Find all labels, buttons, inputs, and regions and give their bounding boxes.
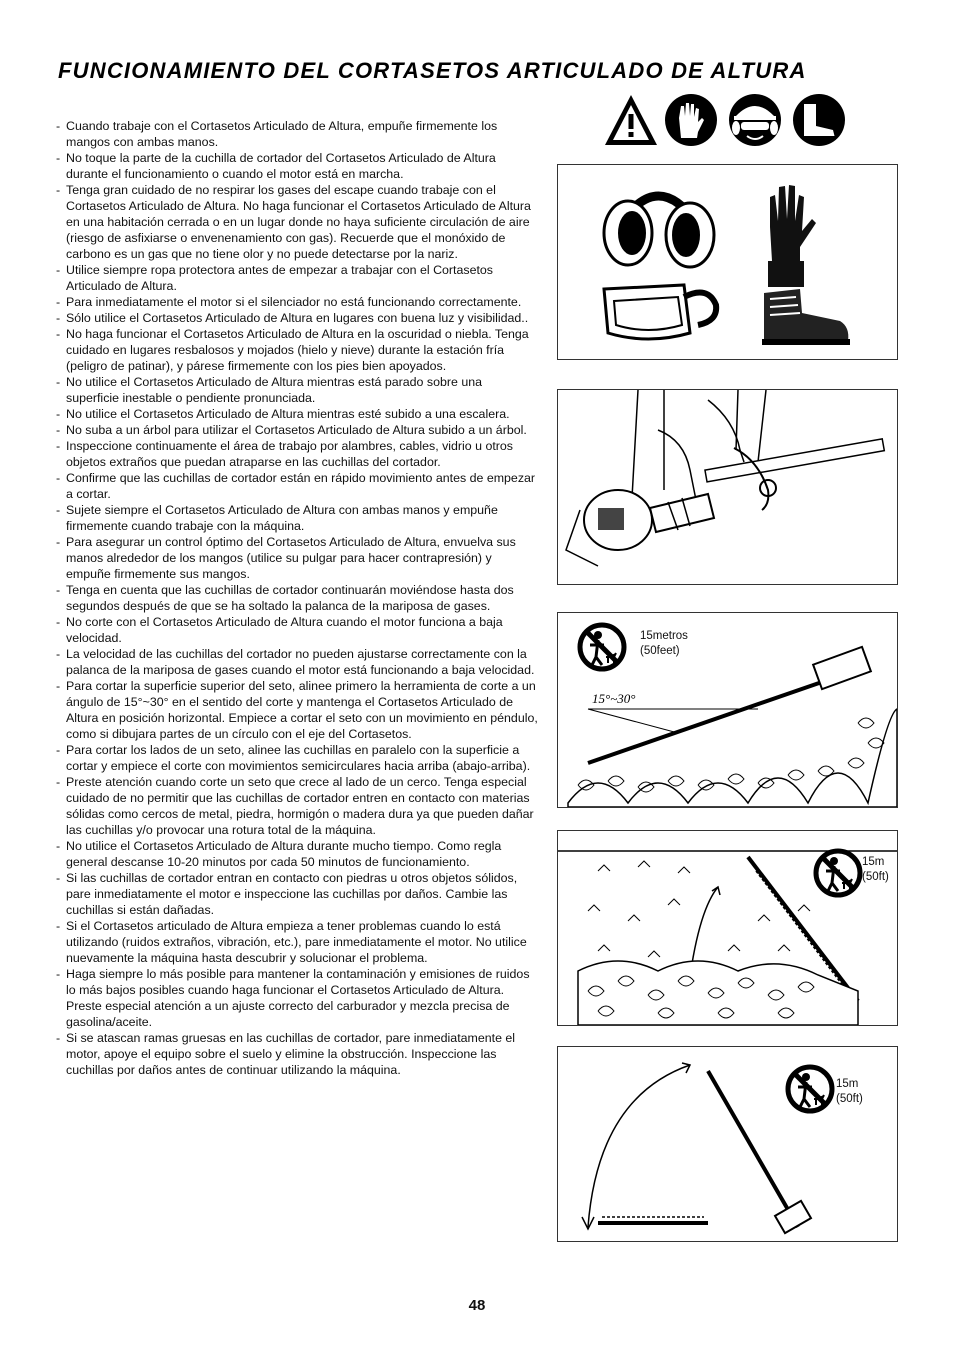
list-item: - Tenga gran cuidado de no respirar los gases del escape cuando trabaje con el Cortasetos Articulado de Altura. No haga funcionar el Cortasetos Articulado de Altura en una habitación cerrada o en un lugar donde no haya suficiente circulación de aire (riesgo de asfixiarse o envenenamiento con gas). Recuerde que el monóxido de carbono es un gas que no tiene olor y no puede detectarse por la nariz.: [56, 182, 538, 262]
list-item: - Utilice siempre ropa protectora antes de empezar a trabajar con el Cortasetos Articulado de Altura.: [56, 262, 538, 294]
protective-equipment-figure: [557, 164, 898, 360]
list-item: - Si el Cortasetos articulado de Altura empieza a tener problemas cuando lo está utilizando (ruidos extraños, vibración, etc.), pare inmediatamente el motor. No utilice nuevamente la máquina hasta descubrir y solucionar el problema.: [56, 918, 538, 966]
list-item: - No haga funcionar el Cortasetos Articulado de Altura en la oscuridad o niebla. Tenga cuidado en lugares resbalosos y mojados (hielo y nieve) durante la estación fría (peligro de patinar), y párese firmemente con los pies bien apoyados.: [56, 326, 538, 374]
list-item: - No corte con el Cortasetos Articulado de Altura cuando el motor funciona a baja velocidad.: [56, 614, 538, 646]
arc-cut-figure: [557, 1046, 898, 1242]
boots-icon: [793, 94, 845, 146]
list-item: - Cuando trabaje con el Cortasetos Articulado de Altura, empuñe firmemente los mangos con ambas manos.: [56, 118, 538, 150]
operator-holding-figure: [557, 389, 898, 585]
top-cut-figure: [557, 612, 898, 808]
distance-label: 15m: [836, 1078, 859, 1090]
no-bystanders-icon: [580, 625, 624, 669]
boot-icon: [762, 289, 850, 345]
helmet-goggles-earmuffs-icon: [729, 94, 781, 146]
distance-label: 15metros: [640, 630, 688, 642]
page-title: FUNCIONAMIENTO DEL CORTASETOS ARTICULADO DE ALTURA: [58, 58, 807, 83]
distance-label: 15m: [862, 856, 885, 868]
list-item: - Si se atascan ramas gruesas en las cuchillas de cortador, pare inmediatamente el motor, apoye el equipo sobre el suelo y elimine la obstrucción. Inspeccione las cuchillas por daños antes de continuar utilizando la máquina.: [56, 1030, 538, 1078]
list-item: - Para asegurar un control óptimo del Cortasetos Articulado de Altura, envuelva sus manos alrededor de los mangos (utilice su pulgar para hacer contrapresión) y empuñe firmemente sus mangos.: [56, 534, 538, 582]
list-item: - No utilice el Cortasetos Articulado de Altura durante mucho tiempo. Como regla general descanse 10-20 minutos por cada 50 minutos de funcionamiento.: [56, 838, 538, 870]
distance-label-feet: (50ft): [862, 871, 889, 883]
list-item: - Tenga en cuenta que las cuchillas de cortador continuarán moviéndose hasta dos segundos después de que se ha soltado la palanca de la mariposa de gases.: [56, 582, 538, 614]
warning-triangle-icon: [605, 95, 657, 145]
goggles-icon: [604, 285, 716, 339]
page-number: 48: [468, 1297, 486, 1314]
list-item: - Inspeccione continuamente el área de trabajo por alambres, cables, vidrio u otros objetos extraños que puedan atraparse en las cuchillas del cortador.: [56, 438, 538, 470]
distance-label-feet: (50ft): [836, 1093, 863, 1105]
list-item: - Haga siempre lo más posible para mantener la contaminación y emisiones de ruidos lo más bajos posibles cuando haga funcionar el Cortasetos Articulado de Altura. Preste especial atención a un ajuste correcto del carburador y mezcla precisa de gasolina/aceite.: [56, 966, 538, 1030]
no-bystanders-icon: [816, 851, 860, 895]
angle-label: 15°~30°: [592, 691, 636, 706]
list-item: - Para inmediatamente el motor si el silenciador no está funcionando correctamente.: [56, 294, 538, 310]
list-item: - Si las cuchillas de cortador entran en contacto con piedras u otros objetos sólidos, pare inmediatamente el motor e inspeccione las cuchillas por daños. Cambie las cuchillas si están dañadas.: [56, 870, 538, 918]
list-item: - No utilice el Cortasetos Articulado de Altura mientras está parado sobre una superficie inestable o pendiente pronunciada.: [56, 374, 538, 406]
side-cut-figure: [557, 830, 898, 1026]
list-item: - Confirme que las cuchillas de cortador están en rápido movimiento antes de empezar a cortar.: [56, 470, 538, 502]
list-item: - No utilice el Cortasetos Articulado de Altura mientras esté subido a una escalera.: [56, 406, 538, 422]
list-item: - No toque la parte de la cuchilla de cortador del Cortasetos Articulado de Altura durante el funcionamiento o cuando el motor está en marcha.: [56, 150, 538, 182]
list-item: - No suba a un árbol para utilizar el Cortasetos Articulado de Altura subido a un árbol.: [56, 422, 538, 438]
no-bystanders-icon: [788, 1067, 832, 1111]
distance-label-feet: (50feet): [640, 645, 680, 657]
gloves-icon: [665, 94, 717, 146]
list-item: - Sujete siempre el Cortasetos Articulado de Altura con ambas manos y empuñe firmemente cuando trabaje con la máquina.: [56, 502, 538, 534]
glove-icon: [768, 185, 816, 287]
list-item: - Sólo utilice el Cortasetos Articulado de Altura en lugares con buena luz y visibilidad..: [56, 310, 538, 326]
list-item: - Para cortar la superficie superior del seto, alinee primero la herramienta de corte a un ángulo de 15°~30° en el sentido del corte y mantenga el Cortasetos Articulado de Altura en posición horizontal. Empiece a cortar el seto con un movimiento en péndulo, como si dibujara partes de un círculo con el eje del Cortasetos.: [56, 678, 538, 742]
earmuffs-icon: [604, 196, 714, 267]
safety-instructions-list: [56, 118, 538, 1078]
list-item: - Para cortar los lados de un seto, alinee las cuchillas en paralelo con la superficie a cortar y empiece el corte con movimientos semicirculares hacia arriba (abajo-arriba).: [56, 742, 538, 774]
list-item: - Preste atención cuando corte un seto que crece al lado de un cerco. Tenga especial cuidado de no permitir que las cuchillas de cortador entren en contacto con materias sólidas como cercos de metal, piedra, hormigón o madera dura ya que pueden dañar las cuchillas y/o provocar una rotura total de la máquina.: [56, 774, 538, 838]
list-item: - La velocidad de las cuchillas del cortador no pueden ajustarse correctamente con la palanca de la mariposa de gases cuando el motor está funcionando a baja velocidad.: [56, 646, 538, 678]
safety-pictograms: [603, 92, 848, 148]
